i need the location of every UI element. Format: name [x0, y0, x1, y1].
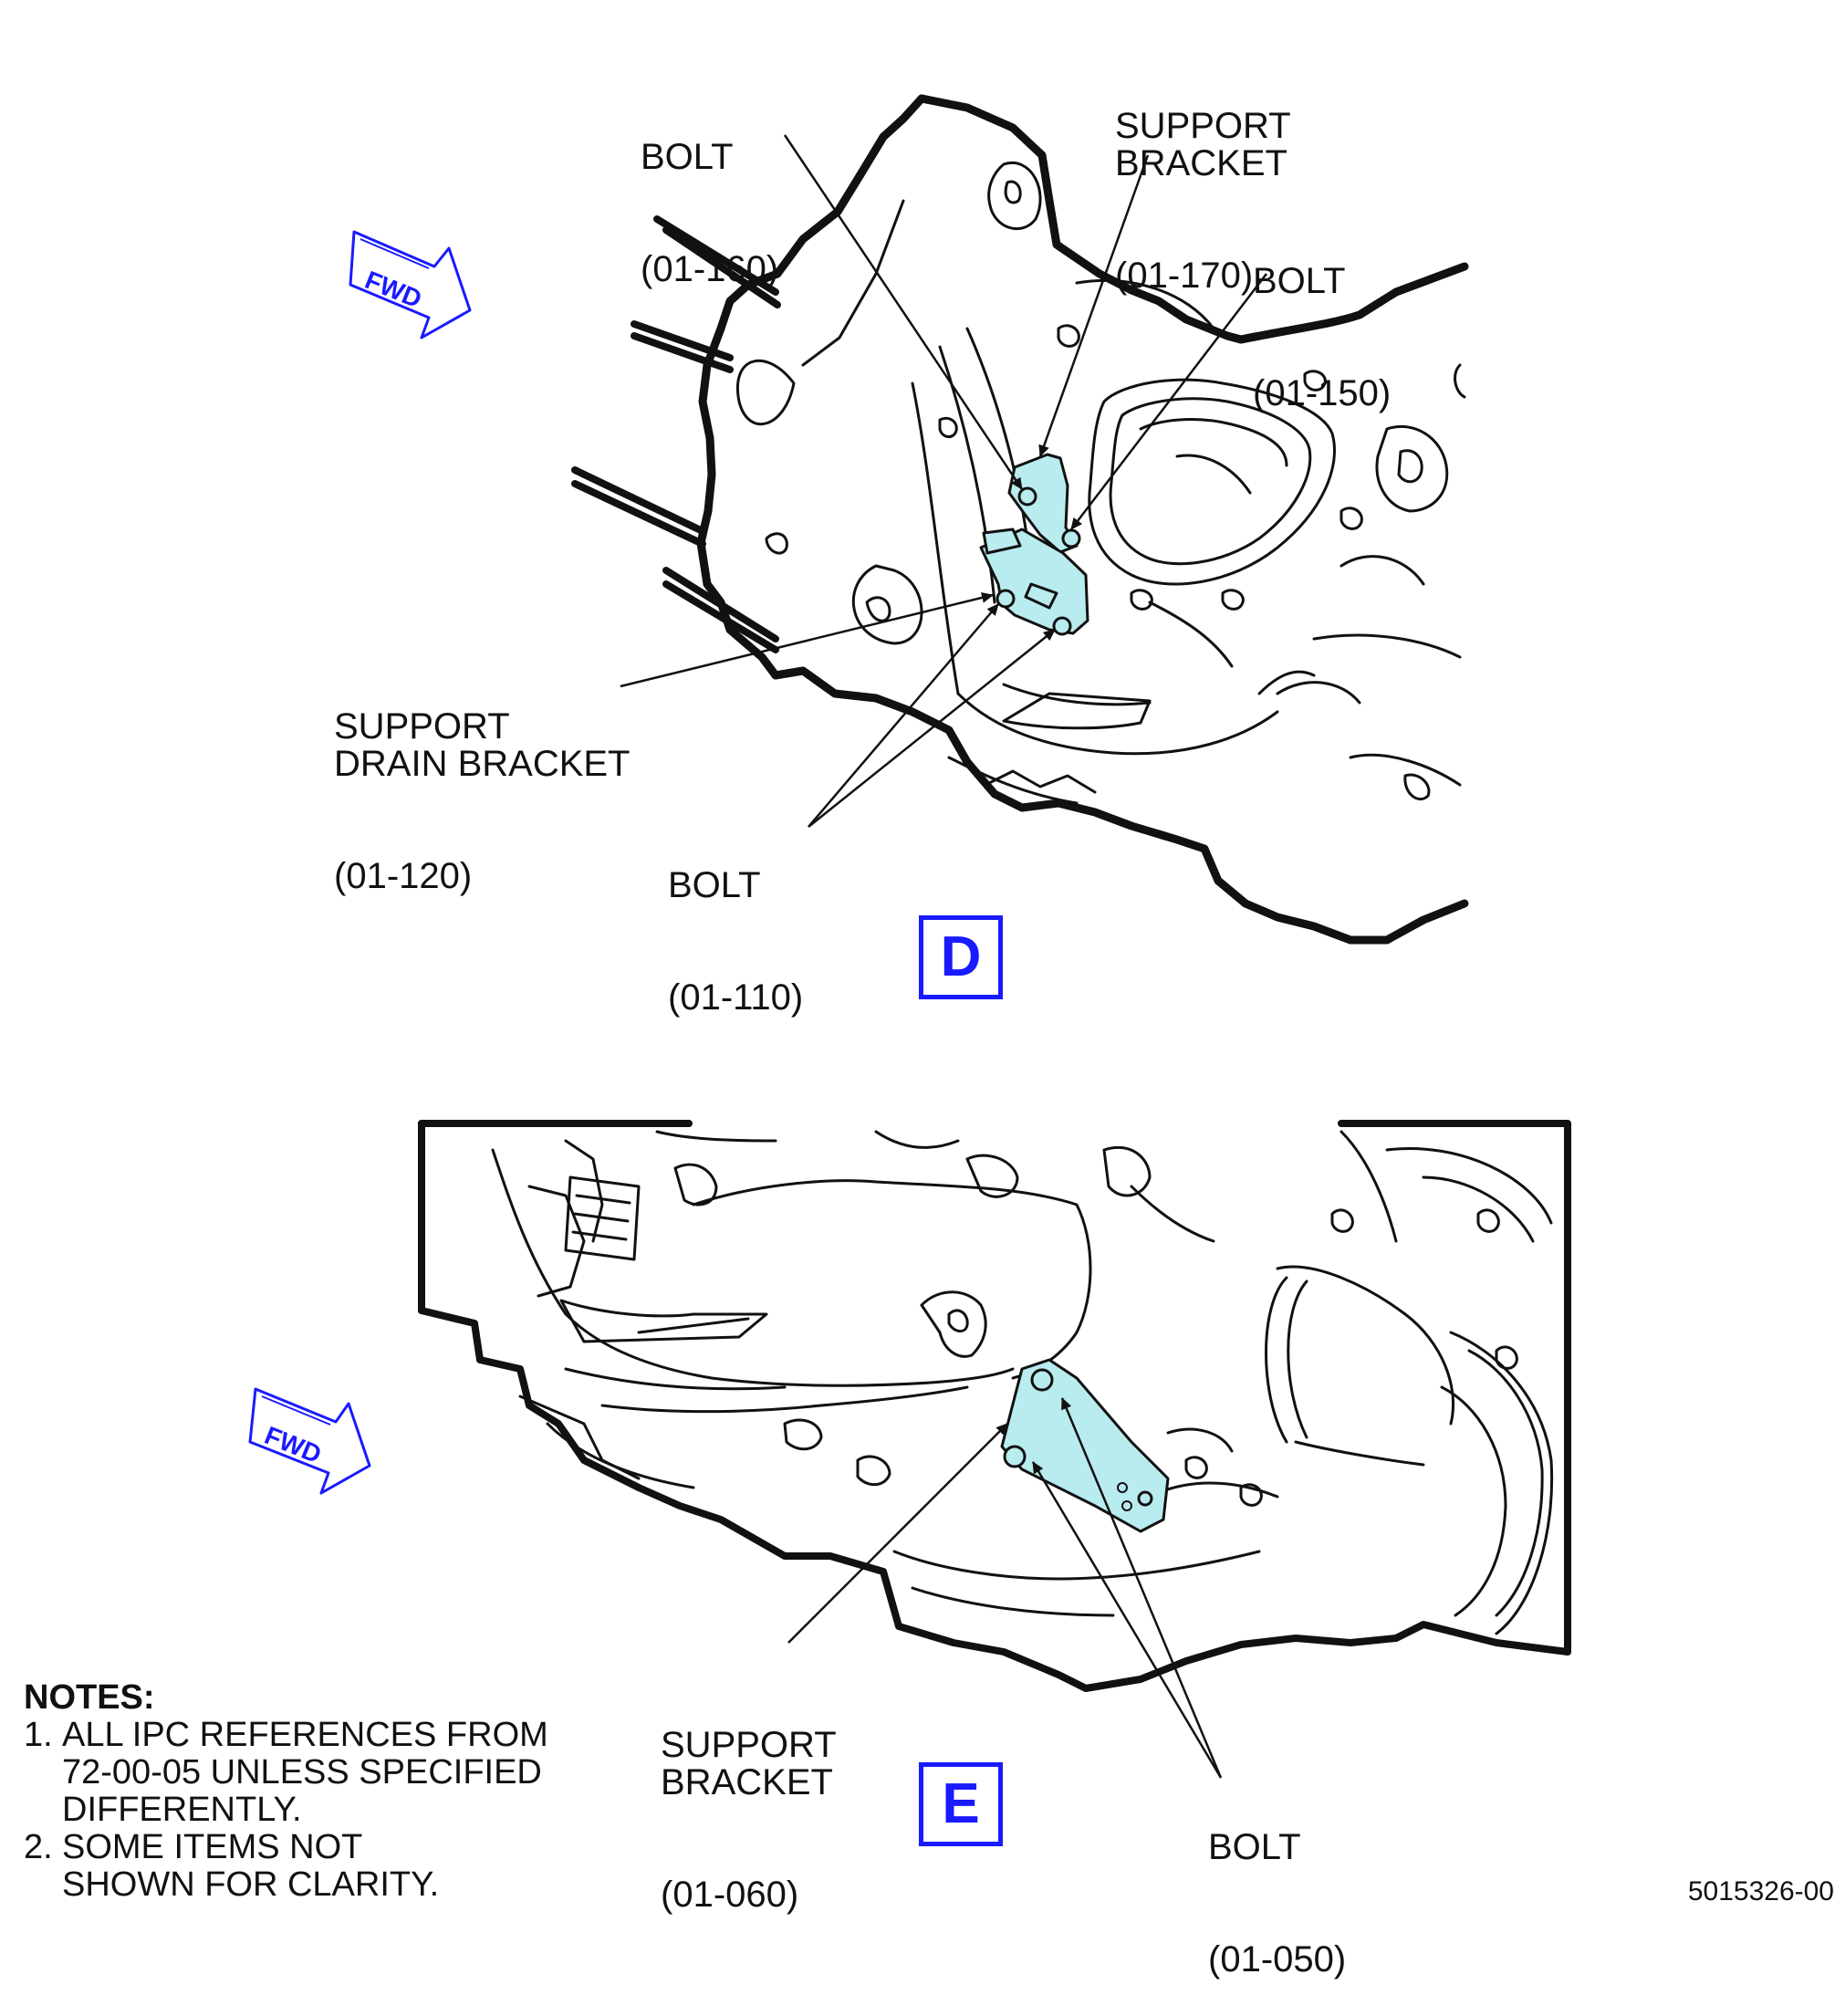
callout-bolt-01-160	[641, 64, 778, 326]
note-item	[24, 1717, 548, 1829]
callout-name: SUPPORT DRAIN BRACKET	[334, 706, 631, 784]
view-e-fwd-text: FWD	[260, 1420, 326, 1469]
callout-name: BOLT	[1208, 1827, 1301, 1867]
callout-name: BOLT	[1253, 261, 1346, 301]
callout-ref: (01-050)	[1208, 1939, 1347, 1979]
view-e-label: E	[919, 1762, 1003, 1846]
document-number: 5015326-00	[1687, 1876, 1834, 1906]
note-number: 1.	[24, 1716, 53, 1754]
callout-bolt-01-050	[1208, 1754, 1346, 2016]
note-text: SOME ITEMS NOT SHOWN FOR CLARITY.	[62, 1828, 440, 1904]
view-e-engine-drawing	[422, 1123, 1568, 1688]
callout-ref: (01-110)	[668, 977, 804, 1018]
callout-ref: (01-170)	[1115, 256, 1254, 296]
callout-name: BOLT	[641, 137, 734, 177]
callout-ref: (01-150)	[1253, 373, 1392, 413]
callout-name: SUPPORT BRACKET	[1115, 106, 1291, 183]
callout-bolt-01-150	[1253, 188, 1391, 450]
callout-support-drain-bracket-01-120	[334, 633, 631, 933]
callout-ref: (01-160)	[641, 249, 779, 289]
note-text: ALL IPC REFERENCES FROM 72-00-05 UNLESS SPECIFIED DIFFERENTLY.	[62, 1716, 548, 1829]
view-d-fwd-arrow	[350, 232, 470, 338]
callout-ref: (01-060)	[661, 1875, 799, 1915]
notes-block	[24, 1679, 548, 1904]
note-number: 2.	[24, 1828, 53, 1866]
view-d-label: D	[919, 915, 1003, 999]
callout-support-bracket-01-060	[661, 1652, 837, 1951]
view-e-fwd-arrow	[250, 1389, 370, 1493]
note-item	[24, 1829, 548, 1904]
notes-title: NOTES:	[24, 1678, 155, 1717]
view-d-fwd-text: FWD	[360, 265, 426, 314]
callout-name: BOLT	[668, 865, 761, 905]
callout-ref: (01-120)	[334, 856, 473, 896]
callout-name: SUPPORT BRACKET	[661, 1725, 837, 1802]
callout-bolt-01-110	[668, 792, 803, 1054]
